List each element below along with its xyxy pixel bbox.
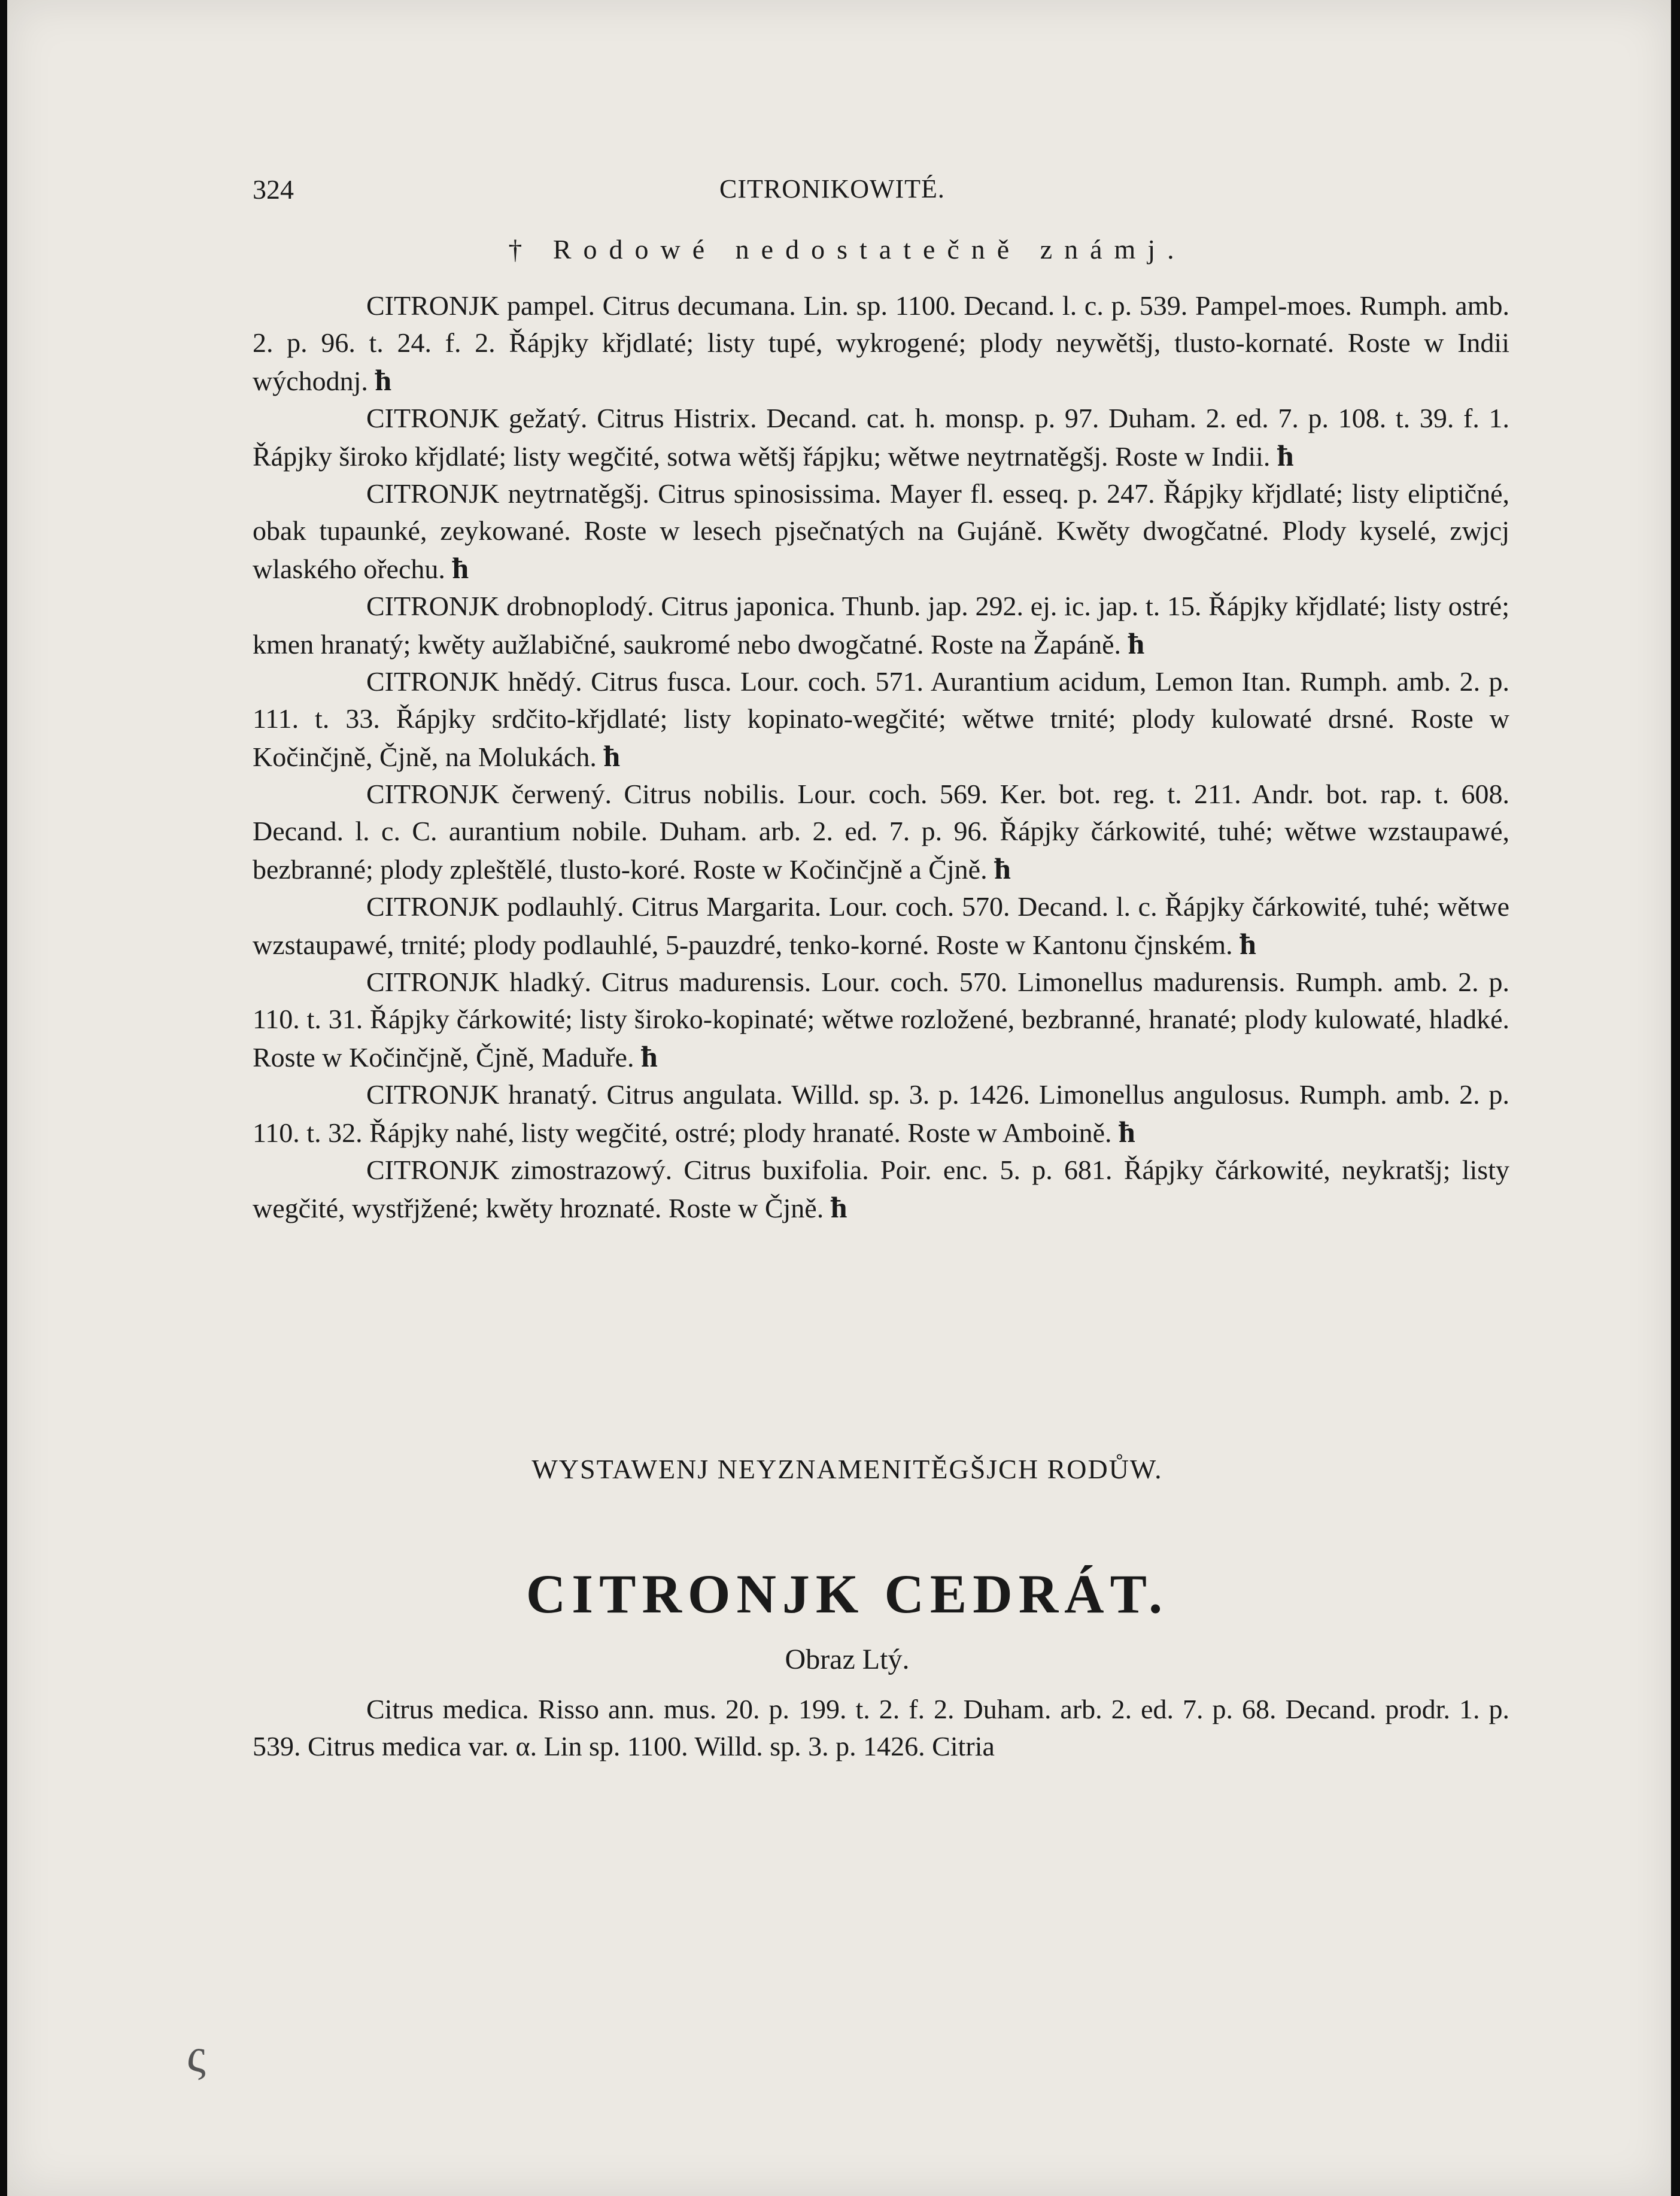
- final-paragraph: [253, 1691, 1509, 1765]
- final-paragraph-text: Citrus medica. Risso ann. mus. 20. p. 199. t. 2. f. 2. Duham. arb. 2. ed. 7. p. 68. Decand. prodr. 1. p. 539. Citrus medica var. α. Lin sp. 1100. Willd. sp. 3. p. 1426. Citria: [253, 1694, 1509, 1761]
- shrub-symbol-icon: ħ: [1119, 1115, 1135, 1149]
- shrub-symbol-icon: ħ: [994, 852, 1011, 885]
- entry-text: CITRONJK pampel. Citrus decumana. Lin. sp. 1100. Decand. l. c. p. 539. Pampel-moes. Rumph. amb. 2. p. 96. t. 24. f. 2. Řápjky křjdlaté; listy tupé, wykrogené; plody neywětšj, tlusto-kornaté. Roste w Indii wýchodnj.: [253, 290, 1509, 396]
- subheading: WYSTAWENJ NEYZNAMENITĚGŠJCH RODŮW.: [531, 1454, 1163, 1484]
- entry: [253, 287, 1509, 400]
- entry-text: CITRONJK hnědý. Citrus fusca. Lour. coch. 571. Aurantium acidum, Lemon Itan. Rumph. amb. 2. p. 111. t. 33. Řápjky srdčito-křjdlaté; listy kopinato-wegčité; wětwe trnité; plody kulowaté drsné. Roste w Kočinčjně, Čjně, na Molukách.: [253, 666, 1509, 772]
- entry: [253, 1152, 1509, 1227]
- entry: [253, 588, 1509, 663]
- section-title: † Rodowé nedostatečně známj.: [508, 234, 1186, 265]
- entry: [253, 663, 1509, 776]
- entry: [253, 475, 1509, 588]
- shrub-symbol-icon: ħ: [640, 1040, 658, 1073]
- entry: [253, 400, 1509, 475]
- shrub-symbol-icon: ħ: [1128, 627, 1145, 660]
- shrub-symbol-icon: ħ: [452, 551, 469, 585]
- shrub-symbol-icon: ħ: [830, 1190, 847, 1224]
- entries-body: [253, 287, 1509, 1227]
- entry-text: CITRONJK hladký. Citrus madurensis. Lour. coch. 570. Limonellus madurensis. Rumph. amb. 2. p. 110. t. 31. Řápjky čárkowité; listy široko-kopinaté; wětwe rozložené, bezbranné, hranaté; plody kulowaté, hladké. Roste w Kočinčjně, Čjně, Maduře.: [253, 967, 1509, 1073]
- page: [7, 0, 1671, 2196]
- entry-text: CITRONJK neytrnatěgšj. Citrus spinosissima. Mayer fl. esseq. p. 247. Řápjky křjdlaté; listy eliptičné, obak tupaunké, zeykowané. Roste w lesech pjsečnatých na Gujáně. Kwěty dwogčatné. Plody kyselé, zwjcj wlaského ořechu.: [253, 478, 1509, 584]
- page-number: 324: [253, 174, 294, 205]
- entry-text: CITRONJK hranatý. Citrus angulata. Willd. sp. 3. p. 1426. Limonellus angulosus. Rumph. amb. 2. p. 110. t. 32. Řápjky nahé, listy wegčité, ostré; plody hranaté. Roste w Amboině.: [253, 1079, 1509, 1148]
- entry-text: CITRONJK podlauhlý. Citrus Margarita. Lour. coch. 570. Decand. l. c. Řápjky čárkowité, tuhé; wětwe wzstaupawé, trnité; plody podlauhlé, 5-pauzdré, tenko-korné. Roste w Kantonu čjnském.: [253, 891, 1509, 960]
- entry-text: CITRONJK drobnoplodý. Citrus japonica. Thunb. jap. 292. ej. ic. jap. t. 15. Řápjky křjdlaté; listy ostré; kmen hranatý; kwěty aužlabičné, saukromé nebo dwogčatné. Roste na Žapáně.: [253, 591, 1509, 660]
- shrub-symbol-icon: ħ: [1277, 439, 1294, 472]
- page-header: [253, 174, 1509, 221]
- running-head: CITRONIKOWITÉ.: [719, 174, 945, 203]
- entry-text: CITRONJK zimostrazowý. Citrus buxifolia. Poir. enc. 5. p. 681. Řápjky čárkowité, neykratšj; listy wegčité, wystřjžené; kwěty hroznaté. Roste w Čjně.: [253, 1155, 1509, 1223]
- entry-text: CITRONJK gežatý. Citrus Histrix. Decand. cat. h. monsp. p. 97. Duham. 2. ed. 7. p. 108. t. 39. f. 1. Řápjky široko křjdlaté; listy wegčité, sotwa wětšj řápjku; wětwe neytrnatěgšj. Roste w Indii.: [253, 403, 1509, 472]
- shrub-symbol-icon: ħ: [1240, 927, 1256, 961]
- shrub-symbol-icon: ħ: [603, 739, 621, 773]
- entry: [253, 1076, 1509, 1152]
- entry: [253, 776, 1509, 888]
- entry-text: CITRONJK čerwený. Citrus nobilis. Lour. coch. 569. Ker. bot. reg. t. 211. Andr. bot. rap. t. 608. Decand. l. c. C. aurantium nobile. Duham. arb. 2. ed. 7. p. 96. Řápjky čárkowité, tuhé; wětwe wzstaupawé, bezbranné; plody zpleštělé, tlusto-koré. Roste w Kočinčjně a Čjně.: [253, 779, 1509, 885]
- main-title: CITRONJK CEDRÁT.: [525, 1563, 1169, 1624]
- plate-reference: Obraz Ltý.: [785, 1644, 910, 1675]
- entry: [253, 888, 1509, 964]
- margin-mark: ς: [187, 2030, 206, 2082]
- shrub-symbol-icon: ħ: [375, 363, 392, 397]
- entry: [253, 964, 1509, 1076]
